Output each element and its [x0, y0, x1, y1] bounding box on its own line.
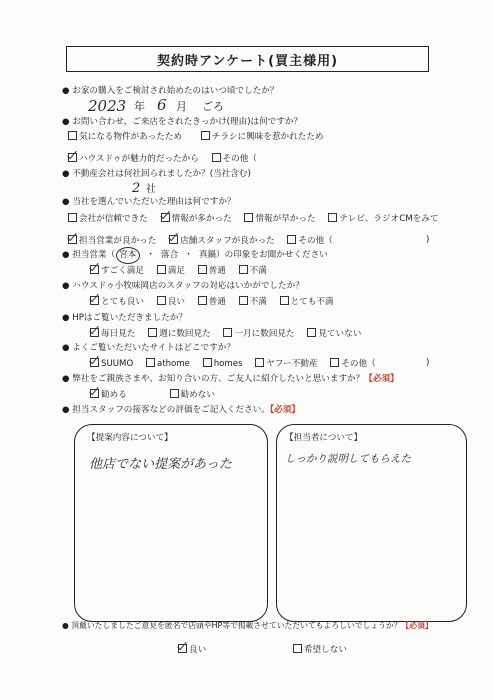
checkbox[interactable]	[198, 296, 207, 305]
q3-unit: 社	[146, 184, 156, 195]
checkbox[interactable]	[239, 296, 248, 305]
staff-comment-text: しっかり説明してもらえた	[285, 453, 411, 465]
checkbox-checked[interactable]	[161, 213, 170, 222]
q6-option[interactable]: とても良い	[90, 296, 144, 308]
checkbox[interactable]	[307, 328, 316, 337]
staff-box-title: 【担当者について】	[285, 433, 363, 443]
q6-options	[90, 296, 344, 308]
q4-option[interactable]: 情報が早かった	[244, 213, 315, 225]
checkbox[interactable]	[68, 213, 77, 222]
checkbox-checked[interactable]	[90, 265, 99, 274]
checkbox[interactable]	[244, 213, 253, 222]
q4-option[interactable]: 担当営業が良かった	[68, 235, 156, 247]
q6-option[interactable]: 良い	[157, 296, 185, 308]
q2-option[interactable]: ハウスドゥが魅力的だったから	[68, 153, 199, 165]
q6-option[interactable]: とても不満	[280, 296, 334, 308]
q4-row-1	[68, 213, 438, 225]
proposal-comment-text: 他店でない提案があった	[89, 457, 232, 472]
q2-option[interactable]: 気になる物件があったため	[68, 131, 182, 143]
required-mark: 【必須】	[269, 405, 300, 415]
q8-question: ● よくご覧いただいたサイトはどこですか？	[62, 343, 235, 353]
proposal-box-title: 【提案内容について】	[87, 433, 173, 443]
q6-option[interactable]: 普通	[198, 296, 226, 308]
q5-question: ● 担当営業（ 宮本 ・ 落合 ・ 真鍋）の印象をお聞かせください	[62, 250, 328, 261]
checkbox-checked[interactable]	[68, 153, 77, 162]
q11-option[interactable]: 良い	[178, 644, 206, 656]
q7-option[interactable]: 一月に数回見た	[223, 328, 294, 340]
checkbox[interactable]	[287, 235, 296, 244]
q11-options	[178, 644, 357, 656]
q7-options	[90, 328, 371, 340]
q7-option[interactable]: 見ていない	[307, 328, 361, 340]
page-title: 契約時アンケート(買主様用)	[66, 46, 429, 72]
q11-option[interactable]: 希望しない	[293, 644, 347, 656]
q7-option[interactable]: 毎日見た	[90, 328, 135, 340]
q3-answer: 2	[132, 181, 141, 196]
proposal-comment-box[interactable]	[74, 424, 268, 622]
q5-option[interactable]: 普通	[198, 265, 226, 277]
checkbox[interactable]	[239, 265, 248, 274]
q3-question: ● 不動産会社は何社回られましたか？(当社含む)	[62, 169, 251, 179]
q8-option[interactable]: SUUMO	[90, 358, 133, 370]
checkbox-checked[interactable]	[90, 358, 99, 367]
q6-option[interactable]: 不満	[239, 296, 267, 308]
q2-row-2	[68, 153, 267, 165]
q1-month-label: 月	[176, 100, 187, 113]
checkbox-checked[interactable]	[90, 328, 99, 337]
q8-option[interactable]: ヤフー不動産	[255, 358, 317, 370]
q2-row-1	[68, 131, 334, 143]
checkbox-checked[interactable]	[68, 235, 77, 244]
q9-question: ● 弊社をご親族さまや、お知り合いの方、ご友人に紹介したいと思いますか？【必須】	[62, 374, 399, 384]
q4-option[interactable]: 店舗スタッフが良かった	[169, 235, 275, 247]
q2-option[interactable]: チラシに興味を惹かれたため	[201, 131, 324, 143]
q6-question: ● ハウスドゥ小牧味岡店のスタッフの対応はいかがでしたか？	[62, 281, 304, 291]
checkbox[interactable]	[157, 265, 166, 274]
checkbox-checked[interactable]	[169, 235, 178, 244]
q1-month-answer: 6	[157, 96, 167, 114]
checkbox[interactable]	[280, 296, 289, 305]
q2-option[interactable]: その他（	[212, 153, 257, 165]
checkbox[interactable]	[148, 328, 157, 337]
q5-option[interactable]: 満足	[157, 265, 185, 277]
q5-option[interactable]: すごく満足	[90, 265, 144, 277]
q5-option[interactable]: 不満	[239, 265, 267, 277]
q9-option[interactable]: 勧める	[90, 389, 127, 401]
q4-option[interactable]: 情報が多かった	[161, 213, 232, 225]
q1-question: ● お家の購入をご検討され始めたのはいつ頃でしたか？	[62, 86, 279, 96]
checkbox[interactable]	[157, 296, 166, 305]
staff-comment-box[interactable]	[276, 424, 467, 622]
q4-close-paren: )	[426, 235, 430, 245]
q4-option[interactable]: 会社が信頼できた	[68, 213, 148, 225]
q8-option[interactable]: athome	[146, 358, 190, 370]
checkbox[interactable]	[198, 265, 207, 274]
checkbox[interactable]	[328, 213, 337, 222]
q7-option[interactable]: 週に数回見た	[148, 328, 211, 340]
q8-option[interactable]: homes	[203, 358, 243, 370]
q9-option[interactable]: 勧めない	[170, 389, 215, 401]
checkbox[interactable]	[203, 358, 212, 367]
checkbox-checked[interactable]	[178, 644, 187, 653]
q5-options	[90, 265, 277, 277]
q5-name-selected: 宮本	[119, 250, 136, 261]
checkbox[interactable]	[146, 358, 155, 367]
q1-year-label: 年	[134, 100, 145, 113]
checkbox[interactable]	[170, 389, 179, 398]
q1-year-answer: 2023	[88, 97, 127, 115]
checkbox[interactable]	[68, 131, 77, 140]
q9-options	[90, 389, 225, 401]
checkbox[interactable]	[223, 328, 232, 337]
q2-question: ● お問い合わせ、ご来店をされたきっかけ(理由)は何ですか？	[62, 117, 303, 127]
checkbox[interactable]	[293, 644, 302, 653]
checkbox[interactable]	[330, 358, 339, 367]
q1-suffix: ごろ	[202, 100, 224, 113]
q4-option[interactable]: その他（	[287, 235, 332, 247]
checkbox[interactable]	[212, 153, 221, 162]
q4-row-2	[68, 235, 343, 247]
q10-question: ● 担当スタッフの接客などの評価をご記入ください。【必須】	[62, 405, 300, 415]
q8-option[interactable]: その他（	[330, 358, 375, 370]
checkbox[interactable]	[255, 358, 264, 367]
q8-close-paren: )	[426, 358, 430, 368]
required-mark: 【必須】	[364, 374, 399, 384]
required-mark: 【必須】	[401, 621, 433, 630]
q11-question: ● 頂戴いたしましたご意見を匿名で店頭やHP等で掲載させていただいてもよろしいでしょうか？【必須】	[62, 621, 433, 630]
selection-circle	[116, 247, 140, 264]
q8-options	[90, 358, 386, 370]
q7-question: ● HPはご覧いただきましたか？	[62, 313, 188, 323]
checkbox[interactable]	[201, 131, 210, 140]
q4-question: ● 当社を選んでいただいた理由は何ですか？	[62, 197, 236, 207]
q4-option[interactable]: テレビ、ラジオCMをみて	[328, 213, 438, 225]
checkbox-checked[interactable]	[90, 389, 99, 398]
checkbox-checked[interactable]	[90, 296, 99, 305]
